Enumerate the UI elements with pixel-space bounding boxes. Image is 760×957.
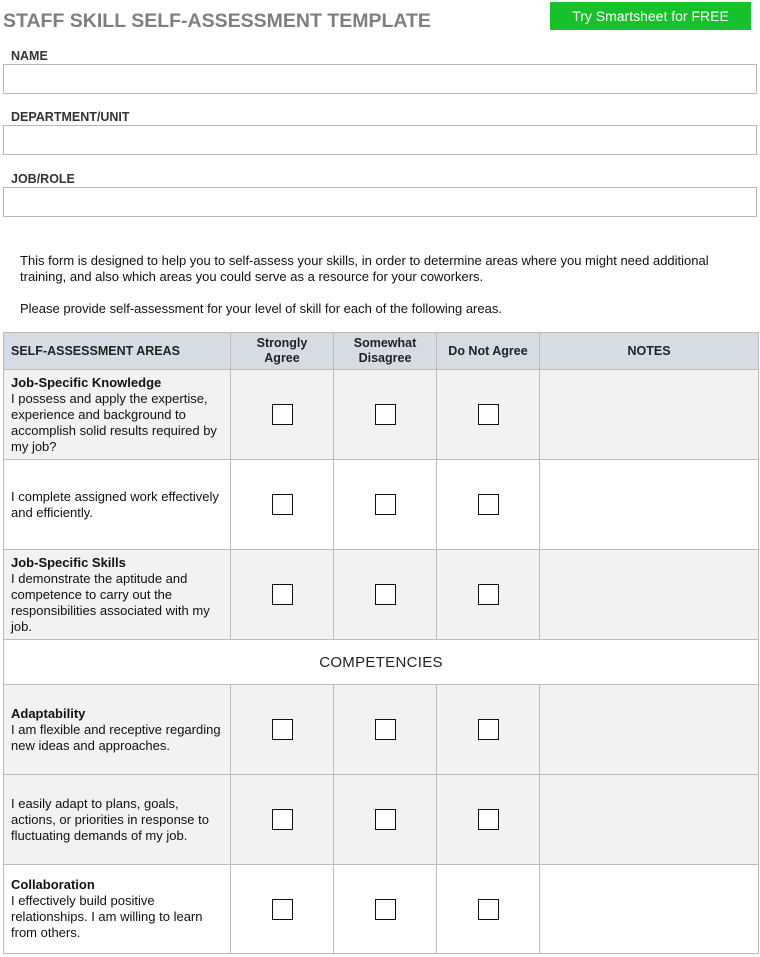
section-competencies: COMPETENCIES: [4, 640, 759, 685]
somewhat-disagree-checkbox[interactable]: [375, 719, 396, 740]
area-text: I complete assigned work effectively and efficiently.: [11, 488, 219, 520]
area-heading: Job-Specific Knowledge: [11, 374, 162, 390]
strongly-agree-checkbox[interactable]: [272, 719, 293, 740]
strongly-agree-checkbox[interactable]: [272, 584, 293, 605]
department-field[interactable]: [3, 125, 757, 155]
area-text: I demonstrate the aptitude and competence to carry out the responsibilities associated with my job.: [11, 570, 210, 634]
job-role-field[interactable]: [3, 187, 757, 217]
do-not-agree-checkbox[interactable]: [478, 719, 499, 740]
section-row: [4, 640, 759, 685]
self-assessment-table: [3, 332, 759, 954]
area-text: I possess and apply the expertise, experience and background to accomplish solid results required by my job?: [11, 390, 217, 454]
area-description: [4, 370, 231, 460]
try-smartsheet-button[interactable]: Try Smartsheet for FREE: [550, 2, 751, 30]
somewhat-disagree-checkbox[interactable]: [375, 494, 396, 515]
name-field[interactable]: [3, 64, 757, 94]
strongly-agree-checkbox[interactable]: [272, 809, 293, 830]
area-description: [4, 550, 231, 640]
table-row: [4, 865, 759, 954]
area-description: [4, 460, 231, 550]
area-description: [4, 775, 231, 865]
table-row: [4, 550, 759, 640]
strongly-agree-checkbox[interactable]: [272, 899, 293, 920]
do-not-agree-checkbox[interactable]: [478, 809, 499, 830]
notes-cell[interactable]: [540, 685, 759, 775]
somewhat-disagree-checkbox[interactable]: [375, 899, 396, 920]
notes-cell[interactable]: [540, 550, 759, 640]
header-areas: SELF-ASSESSMENT AREAS: [4, 333, 231, 370]
do-not-agree-checkbox[interactable]: [478, 494, 499, 515]
area-heading: Collaboration: [11, 877, 95, 892]
area-description: [4, 685, 231, 775]
page-title: STAFF SKILL SELF-ASSESSMENT TEMPLATE: [3, 10, 431, 32]
area-heading: Adaptability: [11, 705, 86, 721]
area-description: [4, 865, 231, 954]
table-row: [4, 370, 759, 460]
strongly-agree-checkbox[interactable]: [272, 494, 293, 515]
notes-cell[interactable]: [540, 460, 759, 550]
header-strongly-agree: Strongly Agree: [231, 333, 334, 370]
instructions-paragraph: Please provide self-assessment for your level of skill for each of the following areas.: [20, 301, 502, 316]
area-text: I easily adapt to plans, goals, actions, or priorities in response to fluctuating demands of my job.: [11, 795, 209, 843]
somewhat-disagree-checkbox[interactable]: [375, 809, 396, 830]
area-text: I am flexible and receptive regarding new ideas and approaches.: [11, 721, 221, 753]
header-somewhat-disagree: Somewhat Disagree: [334, 333, 437, 370]
area-text: I effectively build positive relationships. I am willing to learn from others.: [11, 893, 203, 940]
department-label: DEPARTMENT/UNIT: [11, 110, 130, 124]
do-not-agree-checkbox[interactable]: [478, 584, 499, 605]
do-not-agree-checkbox[interactable]: [478, 899, 499, 920]
notes-cell[interactable]: [540, 370, 759, 460]
header-do-not-agree: Do Not Agree: [437, 333, 540, 370]
table-row: [4, 460, 759, 550]
table-row: [4, 775, 759, 865]
job-role-label: JOB/ROLE: [11, 172, 75, 186]
area-heading: Job-Specific Skills: [11, 554, 126, 570]
name-label: NAME: [11, 49, 48, 63]
intro-paragraph: This form is designed to help you to self-assess your skills, in order to determine areas where you might need additional training, and also which areas you could serve as a resource for your coworkers.: [20, 253, 709, 284]
notes-cell[interactable]: [540, 775, 759, 865]
notes-cell[interactable]: [540, 865, 759, 954]
header-notes: NOTES: [540, 333, 759, 370]
table-row: [4, 685, 759, 775]
somewhat-disagree-checkbox[interactable]: [375, 404, 396, 425]
do-not-agree-checkbox[interactable]: [478, 404, 499, 425]
strongly-agree-checkbox[interactable]: [272, 404, 293, 425]
somewhat-disagree-checkbox[interactable]: [375, 584, 396, 605]
